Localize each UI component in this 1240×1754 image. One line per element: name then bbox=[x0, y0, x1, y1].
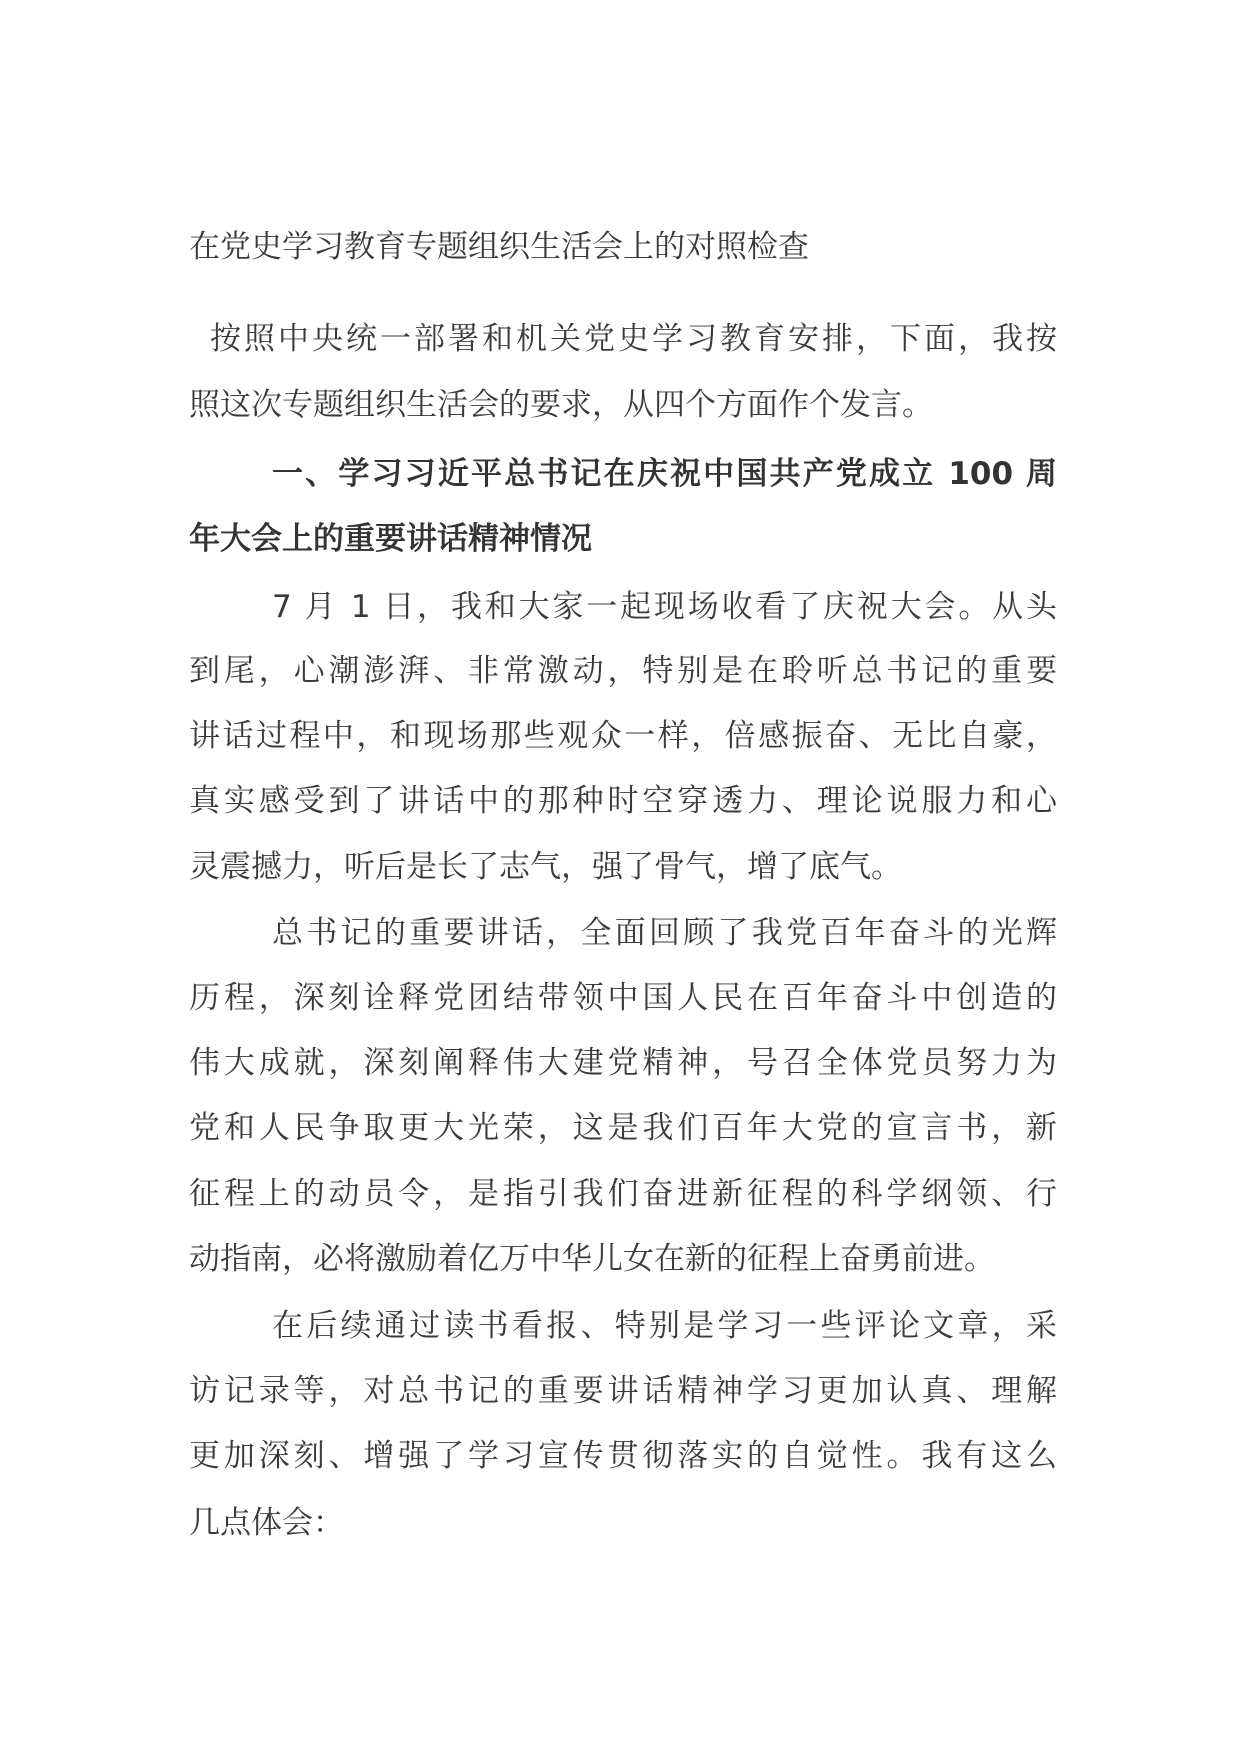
paragraph-line: 讲话过程中，和现场那些观众一样，倍感振奋、无比自豪， bbox=[189, 718, 1057, 754]
intro-line: 按照中央统一部署和机关党史学习教育安排，下面，我按 bbox=[210, 321, 1057, 357]
paragraph-line: 总书记的重要讲话，全面回顾了我党百年奋斗的光辉 bbox=[272, 915, 1057, 951]
paragraph-line: 7 月 1 日，我和大家一起现场收看了庆祝大会。从头 bbox=[272, 589, 1057, 625]
intro-line: 照这次专题组织生活会的要求，从四个方面作个发言。 bbox=[189, 387, 933, 423]
paragraph-line: 更加深刻、增强了学习宣传贯彻落实的自觉性。我有这么 bbox=[189, 1438, 1057, 1474]
paragraph-line: 动指南，必将激励着亿万中华儿女在新的征程上奋勇前进。 bbox=[189, 1241, 995, 1277]
paragraph-line: 灵震撼力，听后是长了志气，强了骨气，增了底气。 bbox=[189, 849, 902, 885]
paragraph-line: 在后续通过读书看报、特别是学习一些评论文章，采 bbox=[272, 1308, 1057, 1344]
section-heading-line: 年大会上的重要讲话精神情况 bbox=[189, 521, 592, 557]
paragraph-line: 到尾，心潮澎湃、非常激动，特别是在聆听总书记的重要 bbox=[189, 653, 1057, 689]
paragraph-line: 几点体会： bbox=[189, 1505, 344, 1541]
document-title: 在党史学习教育专题组织生活会上的对照检查 bbox=[189, 229, 809, 265]
paragraph-line: 伟大成就，深刻阐释伟大建党精神，号召全体党员努力为 bbox=[189, 1045, 1057, 1081]
paragraph-line: 访记录等，对总书记的重要讲话精神学习更加认真、理解 bbox=[189, 1373, 1057, 1409]
section-heading-line: 一、学习习近平总书记在庆祝中国共产党成立 100 周 bbox=[272, 456, 1057, 492]
paragraph-line: 历程，深刻诠释党团结带领中国人民在百年奋斗中创造的 bbox=[189, 980, 1057, 1016]
paragraph-line: 党和人民争取更大光荣，这是我们百年大党的宣言书，新 bbox=[189, 1110, 1057, 1146]
paragraph-line: 真实感受到了讲话中的那种时空穿透力、理论说服力和心 bbox=[189, 783, 1057, 819]
paragraph-line: 征程上的动员令，是指引我们奋进新征程的科学纲领、行 bbox=[189, 1176, 1057, 1212]
